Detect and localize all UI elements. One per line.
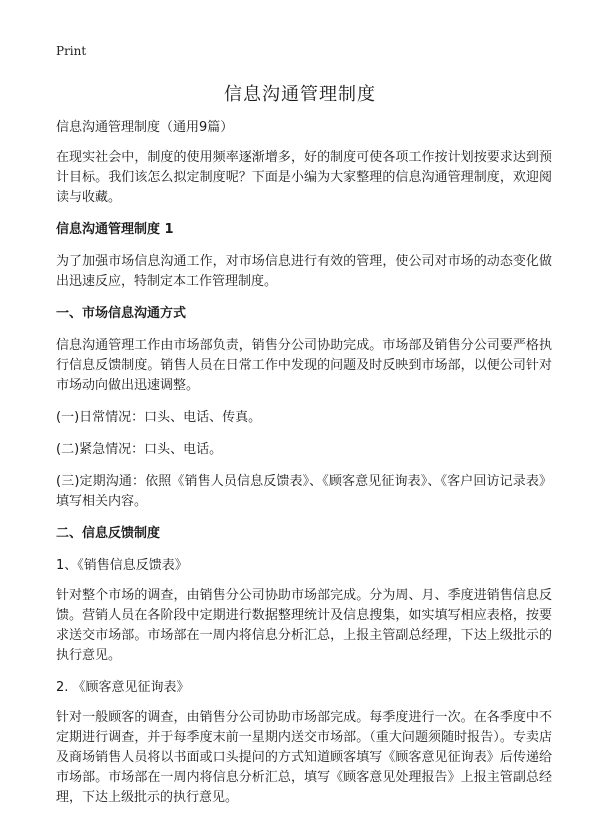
page-title: 信息沟通管理制度 [224, 84, 376, 105]
intro-paragraph: 在现实社会中，制度的使用频率逐渐增多，好的制度可使各项工作按计划按要求达到预计目标。我们该怎么拟定制度呢？下面是小编为大家整理的信息沟通管理制度，欢迎阅读与收藏。 [56, 150, 552, 205]
part2-sub1-paragraph: 针对整个市场的调查，由销售分公司协助市场部完成。分为周、月、季度进销售信息反馈。营销人员在各阶段中定期进行数据整理统计及信息搜集，如实填写相应表格，按要求送交市场部。市场部在一周内将信息分析汇总，上报主管副总经理，下达上级批示的执行意见。 [56, 588, 552, 663]
part1-list-item-2: (二)紧急情况：口头、电话。 [56, 442, 223, 457]
document-subtitle: 信息沟通管理制度（通用9篇） [56, 120, 234, 135]
part-heading-1: 一、市场信息沟通方式 [56, 306, 187, 321]
part-heading-2: 二、信息反馈制度 [56, 526, 161, 541]
part2-subheading-1: 1、《销售信息反馈表》 [56, 558, 188, 573]
part2-subheading-2: 2. 《顾客意见征询表》 [56, 680, 190, 695]
document-body [56, 118, 552, 820]
print-link[interactable]: Print [56, 44, 87, 58]
part1-body-paragraph: 信息沟通管理工作由市场部负责，销售分公司协助完成。市场部及销售分公司要严格执行信息反馈制度。销售人员在日常工作中发现的问题及时反映到市场部，以便公司针对市场动向做出迅速调整。 [56, 338, 552, 393]
part1-list-item-1: (一)日常情况：口头、电话、传真。 [56, 410, 262, 425]
section-heading-1: 信息沟通管理制度 1 [56, 222, 174, 237]
section1-intro-paragraph: 为了加强市场信息沟通工作，对市场信息进行有效的管理，使公司对市场的动态变化做出迅速反应，特制定本工作管理制度。 [56, 254, 552, 289]
part1-list-item-3: (三)定期沟通：依照《销售人员信息反馈表》、《顾客意见征询表》、《客户回访记录表》填写相关内容。 [56, 474, 552, 509]
part2-sub2-paragraph: 针对一般顾客的调查，由销售分公司协助市场部完成。每季度进行一次。在各季度中不定期进行调查，并于每季度末前一星期内送交市场部。（重大问题须随时报告）。专卖店及商场销售人员将以书面或口头提问的方式知道顾客填写《顾客意见征询表》后传递给市场部。市场部在一周内将信息分析汇总，填写《顾客意见处理报告》上报主管副总经理，下达上级批示的执行意见。 [56, 710, 552, 805]
